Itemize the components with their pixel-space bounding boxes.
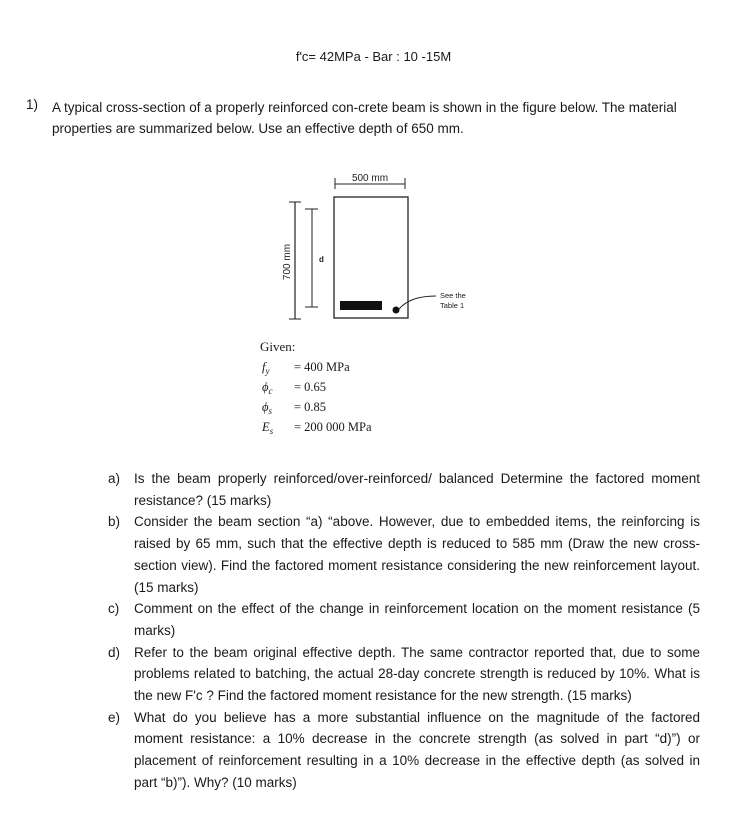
part-d-text: Refer to the beam original effective depth. The same contractor reported that, due to some problems related to batching, the actual 28-day concrete strength is reduced by 10%. What is the new F'c ? Find the factored moment resistance for the new strength. (15 marks) (134, 644, 700, 704)
part-b-text: Consider the beam section “a) “above. However, due to embedded items, the reinforcing is raised by 65 mm, such that the effective depth is reduced to 585 mm (Draw the new cross-section view). Find the factored moment resistance considering the new reinforcement layout. (15 marks) (134, 514, 700, 595)
callout-text-line1: See the (440, 291, 466, 300)
bar-spec: Bar : 10 -15M (372, 49, 452, 64)
part-c-text: Comment on the effect of the change in reinforcement location on the moment resistance (5 marks) (134, 601, 700, 638)
part-e-text: What do you believe has a more substantial influence on the magnitude of the factored moment resistance: a 10% decrease in the concrete strength (as solved in part “d)”) or placement of reinforcement resulting in a 10% decrease in the effective depth (as solved in part “b)”). Why? (10 marks) (134, 709, 700, 790)
given-es-symbol: E (262, 420, 270, 434)
header-separator: - (360, 49, 373, 64)
given-phi-s (262, 400, 326, 418)
given-es (262, 420, 372, 438)
given-fy-value: = 400 MPa (294, 360, 350, 374)
part-a-text: Is the beam properly reinforced/over-reinforced/ balanced Determine the factored moment resistance? (15 marks) (134, 471, 700, 508)
width-label: 500 mm (351, 173, 389, 184)
given-es-value: = 200 000 MPa (294, 420, 372, 434)
fc-spec: f'c= 42MPa (295, 49, 361, 64)
given-fy-symbol: f (262, 360, 266, 374)
given-phi-s-symbol: ϕ (262, 400, 269, 414)
part-c-label: c) (108, 601, 120, 617)
part-b-label: b) (108, 514, 121, 530)
given-phi-s-sub: s (268, 406, 272, 416)
part-a (108, 468, 700, 511)
question-number: 1) (26, 97, 39, 112)
part-c (108, 598, 700, 641)
given-label: Given: (260, 339, 296, 354)
given-phi-c (262, 380, 326, 398)
given-phi-s-value: = 0.85 (294, 400, 327, 414)
part-d (108, 642, 700, 707)
beam-outline (334, 197, 408, 318)
given-phi-c-sub: c (268, 386, 273, 396)
reinforcement-bars (340, 301, 382, 310)
given-phi-c-symbol: ϕ (262, 380, 269, 394)
part-d-label: d) (108, 644, 121, 660)
part-a-label: a) (108, 471, 121, 486)
reinforcement-bar-end (393, 307, 400, 314)
part-e-label: e) (108, 709, 121, 725)
sub-questions (108, 468, 700, 794)
height-label: 700 mm (282, 243, 293, 281)
given-fy-sub: y (265, 366, 270, 376)
part-e (108, 707, 700, 794)
given-fy (262, 360, 350, 378)
part-b (108, 511, 700, 598)
depth-label: d (319, 255, 324, 264)
question-text: A typical cross-section of a properly reinforced con-crete beam is shown in the figure below. The material properties are summarized below. Use an effective depth of 650 mm. (52, 100, 677, 136)
callout-text-line2: Table 1 (440, 301, 465, 310)
given-es-sub: s (269, 426, 274, 436)
beam-cross-section-figure (0, 0, 747, 340)
given-phi-c-value: = 0.65 (294, 380, 327, 394)
